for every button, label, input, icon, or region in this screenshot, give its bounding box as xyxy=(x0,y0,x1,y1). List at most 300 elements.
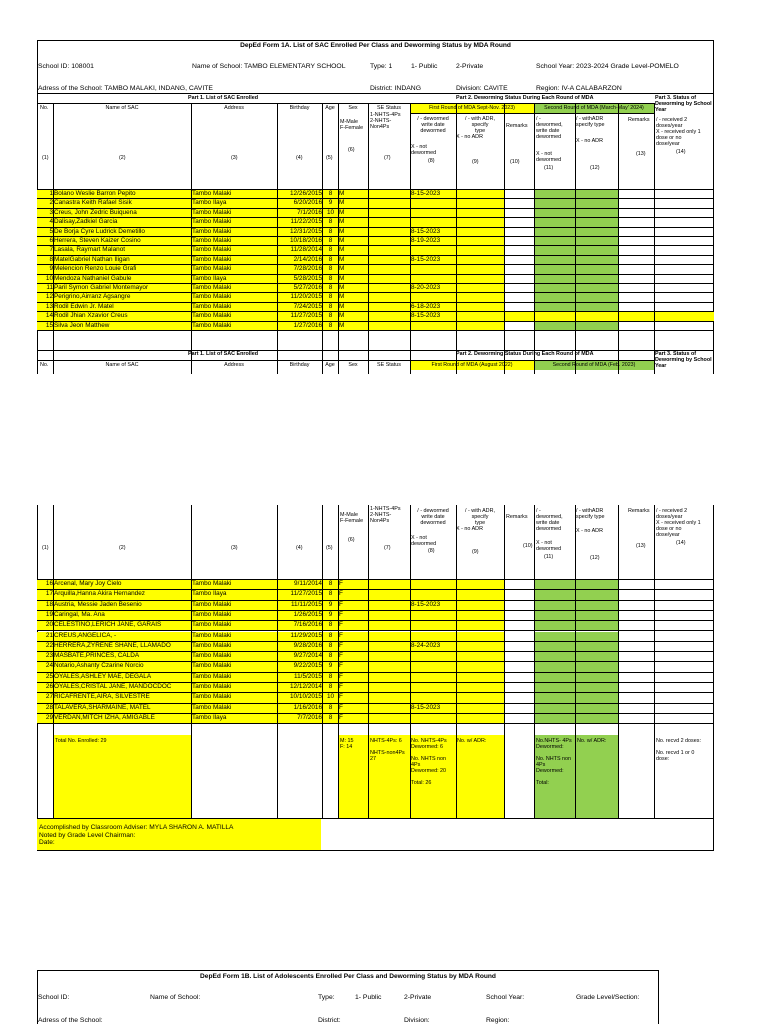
cell-se xyxy=(368,237,410,245)
cell-age: 9 xyxy=(322,601,338,610)
part3-heading: Part 3. Status of Deworming by School Year xyxy=(655,95,712,113)
not-dewormed2-legend-b: X - not dewormed xyxy=(536,540,562,552)
cell-sex: M xyxy=(338,284,368,292)
no-adr2-legend: X - no ADR xyxy=(576,138,603,144)
cell-age: 8 xyxy=(322,237,338,245)
cell-p3 xyxy=(654,621,714,630)
num-11-b: (11) xyxy=(544,554,554,560)
cell-sex: M xyxy=(338,265,368,273)
cell-birthday: 11/11/2015 xyxy=(277,601,322,610)
cell-name: Rodil Jhian Xzavior Creus xyxy=(53,312,191,320)
cell-r1 xyxy=(410,683,456,692)
cell-r1: 8-15-2023 xyxy=(410,601,456,610)
adr2-legend: / - withADR specify type xyxy=(576,116,605,128)
num-5-b: (5) xyxy=(326,545,333,551)
cell-birthday: 11/20/2015 xyxy=(277,293,322,301)
cell-r2rem xyxy=(618,601,654,610)
cell-birthday: 11/27/2015 xyxy=(277,590,322,599)
col-address-repeat: Address xyxy=(224,362,244,368)
cell-birthday: 12/26/2015 xyxy=(277,190,322,198)
remarks-2-b: Remarks xyxy=(628,508,650,514)
cell-r1adr xyxy=(456,284,504,292)
cell-r2rem xyxy=(618,611,654,620)
cell-r1adr xyxy=(456,683,504,692)
cell-birthday: 9/11/2014 xyxy=(277,580,322,589)
school-id: School ID: 108001 xyxy=(38,63,94,70)
cell-p3 xyxy=(654,218,714,226)
cell-no: 17 xyxy=(37,590,53,599)
cell-r1: 8-20-2023 xyxy=(410,284,456,292)
cell-p3 xyxy=(654,312,714,320)
cell-r2 xyxy=(534,312,575,320)
cell-r2rem xyxy=(618,693,654,702)
cell-r2rem xyxy=(618,228,654,236)
cell-se xyxy=(368,228,410,236)
cell-r1 xyxy=(410,611,456,620)
grid-line xyxy=(456,505,457,818)
cell-birthday: 6/20/2016 xyxy=(277,199,322,207)
cell-r1rem xyxy=(504,601,534,610)
adr2-legend-b: / - withADR specify type xyxy=(576,508,605,520)
cell-no: 22 xyxy=(37,642,53,651)
cell-age: 10 xyxy=(322,209,338,217)
cell-r1rem xyxy=(504,312,534,320)
not-dewormed-legend-b: X - not dewormed xyxy=(411,535,437,547)
cell-r1adr xyxy=(456,265,504,273)
cell-r2adr xyxy=(575,621,618,630)
cell-no: 25 xyxy=(37,673,53,682)
cell-r2rem xyxy=(618,714,654,723)
grid-line xyxy=(504,103,505,374)
cell-r1adr xyxy=(456,256,504,264)
cell-r2 xyxy=(534,662,575,671)
form-1b-title: DepEd Form 1B. List of Adolescents Enrolled Per Class and Deworming Status by MDA Round xyxy=(200,973,496,980)
cell-r1rem xyxy=(504,256,534,264)
cell-r2rem xyxy=(618,265,654,273)
cell-sex: M xyxy=(338,275,368,283)
cell-r2adr xyxy=(575,662,618,671)
cell-age: 8 xyxy=(322,228,338,236)
cell-r2adr xyxy=(575,237,618,245)
col-no-repeat: No. xyxy=(40,362,49,368)
cell-r2rem xyxy=(618,312,654,320)
cell-r1adr xyxy=(456,693,504,702)
round2-label-b: Second Round of MDA (Feb. 2023) xyxy=(552,362,636,368)
cell-p3 xyxy=(654,652,714,661)
col-age-repeat: Age xyxy=(325,362,335,368)
cell-r1adr xyxy=(456,312,504,320)
cell-p3 xyxy=(654,673,714,682)
cell-r2 xyxy=(534,218,575,226)
cell-birthday: 10/10/2015 xyxy=(277,693,322,702)
cell-address: Tambo Malaki xyxy=(191,218,277,226)
num-13-b: (13) xyxy=(636,543,646,549)
cell-birthday: 11/22/2015 xyxy=(277,218,322,226)
f1b-region: Region: xyxy=(486,1017,510,1024)
cell-no: 11 xyxy=(37,284,53,292)
cell-address: Tambo Malaki xyxy=(191,683,277,692)
num-10: (10) xyxy=(510,159,520,165)
cell-sex: F xyxy=(338,580,368,589)
cell-age: 8 xyxy=(322,683,338,692)
col-birthday: Birthday xyxy=(289,105,310,111)
cell-r2adr xyxy=(575,683,618,692)
num-11: (11) xyxy=(544,165,554,171)
num-1-b: (1) xyxy=(42,545,49,551)
cell-r2rem xyxy=(618,293,654,301)
cell-r2 xyxy=(534,228,575,236)
cell-se xyxy=(368,275,410,283)
cell-name: Rodil Edwin Jr. Matel xyxy=(53,303,191,311)
cell-se xyxy=(368,673,410,682)
cell-r1 xyxy=(410,218,456,226)
cell-r1rem xyxy=(504,209,534,217)
totals-enrolled-cell xyxy=(53,735,191,818)
cell-r2 xyxy=(534,673,575,682)
cell-se xyxy=(368,199,410,207)
cell-p3 xyxy=(654,322,714,330)
cell-name: TALAVERA,SHARMAINE, MATEL xyxy=(53,704,191,713)
cell-no: 18 xyxy=(37,601,53,610)
grid-line xyxy=(504,505,505,818)
cell-r1: 8-15-2023 xyxy=(410,190,456,198)
cell-r2rem xyxy=(618,704,654,713)
cell-r2rem xyxy=(618,237,654,245)
cell-r2 xyxy=(534,693,575,702)
cell-sex: F xyxy=(338,693,368,702)
cell-r1: 8-24-2023 xyxy=(410,642,456,651)
total-r2-dewormed: No.NHTS- 4Ps Dewormed: No. NHTS non 4Ps Dewormed: Total: xyxy=(536,738,572,786)
f1b-school-year: School Year: xyxy=(486,994,525,1001)
cell-r1rem xyxy=(504,246,534,254)
cell-name: De Borja Cyre Ludrick Demetillo xyxy=(53,228,191,236)
cell-r1rem xyxy=(504,218,534,226)
total-part3: No. recvd 2 doses: No. recvd 1 or 0 dose: xyxy=(656,738,701,762)
cell-r2adr xyxy=(575,293,618,301)
cell-no: 6 xyxy=(37,237,53,245)
cell-r1adr xyxy=(456,601,504,610)
cell-r2rem xyxy=(618,683,654,692)
cell-name: RICAFRENTE,AIRA, SILVESTRE xyxy=(53,693,191,702)
cell-r1adr xyxy=(456,199,504,207)
part1-heading-repeat: Part 1. List of SAC Enrolled xyxy=(188,351,259,357)
cell-r1 xyxy=(410,652,456,661)
cell-r1adr xyxy=(456,714,504,723)
grid-line xyxy=(277,505,278,818)
num-12: (12) xyxy=(590,165,600,171)
cell-birthday: 1/26/2015 xyxy=(277,611,322,620)
cell-p3 xyxy=(654,632,714,641)
cell-r1: 8-15-2023 xyxy=(410,312,456,320)
cell-p3 xyxy=(654,190,714,198)
cell-p3 xyxy=(654,256,714,264)
num-14: (14) xyxy=(676,149,686,155)
cell-se xyxy=(368,209,410,217)
cell-r1 xyxy=(410,275,456,283)
cell-r2adr xyxy=(575,673,618,682)
cell-name: Mendoza Nathaniel Gabule xyxy=(53,275,191,283)
cell-r2 xyxy=(534,611,575,620)
part1-heading: Part 1. List of SAC Enrolled xyxy=(188,95,259,101)
round1-label-b: First Round of MDA (August 2022) xyxy=(431,362,513,368)
cell-r1 xyxy=(410,693,456,702)
cell-r1adr xyxy=(456,632,504,641)
cell-r1: 8-15-2023 xyxy=(410,256,456,264)
cell-r2rem xyxy=(618,642,654,651)
remarks-1: Remarks xyxy=(506,123,528,129)
total-enrolled: Total No. Enrolled: 29 xyxy=(55,738,107,744)
cell-birthday: 7/16/2016 xyxy=(277,621,322,630)
grid-line xyxy=(654,103,655,374)
cell-r2rem xyxy=(618,580,654,589)
grid-line xyxy=(322,103,323,374)
cell-r1: 6-18-2023 xyxy=(410,303,456,311)
cell-address: Tambo Ilaya xyxy=(191,275,277,283)
cell-no: 26 xyxy=(37,683,53,692)
cell-r1rem xyxy=(504,293,534,301)
grid-line xyxy=(575,103,576,374)
cell-r2rem xyxy=(618,284,654,292)
f1b-school-name: Name of School: xyxy=(150,994,201,1001)
total-sex: M: 15 F: 14 xyxy=(340,738,354,750)
cell-no: 13 xyxy=(37,303,53,311)
cell-age: 8 xyxy=(322,218,338,226)
cell-p3 xyxy=(654,228,714,236)
grid-line xyxy=(654,505,655,818)
num-13: (13) xyxy=(636,151,646,157)
cell-age: 8 xyxy=(322,265,338,273)
cell-name: Creus, John Zedric Buiquena xyxy=(53,209,191,217)
cell-address: Tambo Malaki xyxy=(191,673,277,682)
grid-line xyxy=(53,103,54,374)
cell-r1rem xyxy=(504,621,534,630)
cell-birthday: 5/27/2016 xyxy=(277,284,322,292)
col-birthday-repeat: Birthday xyxy=(289,362,310,368)
cell-r1rem xyxy=(504,237,534,245)
cell-se xyxy=(368,284,410,292)
cell-name: Paril Symon Gabriel Montemayor xyxy=(53,284,191,292)
cell-name: OYALES,CRISTAL JANE, MANDOCDOC xyxy=(53,683,191,692)
f1b-public: 1- Public xyxy=(355,994,382,1001)
cell-r2rem xyxy=(618,652,654,661)
cell-r1adr xyxy=(456,190,504,198)
cell-age: 8 xyxy=(322,673,338,682)
cell-r2adr xyxy=(575,199,618,207)
cell-r1: 8-19-2023 xyxy=(410,237,456,245)
cell-r2adr xyxy=(575,284,618,292)
cell-age: 8 xyxy=(322,704,338,713)
cell-birthday: 7/24/2015 xyxy=(277,303,322,311)
grid-line xyxy=(368,103,369,374)
cell-address: Tambo Malaki xyxy=(191,209,277,217)
cell-r1 xyxy=(410,199,456,207)
cell-birthday: 2/14/2016 xyxy=(277,256,322,264)
cell-age: 8 xyxy=(322,580,338,589)
totals-r1adr-cell xyxy=(456,735,504,818)
cell-sex: F xyxy=(338,714,368,723)
cell-r2 xyxy=(534,580,575,589)
cell-age: 8 xyxy=(322,714,338,723)
f1b-address: Adress of the School: xyxy=(38,1017,103,1024)
cell-p3 xyxy=(654,714,714,723)
cell-r2rem xyxy=(618,218,654,226)
cell-sex: M xyxy=(338,218,368,226)
cell-r1adr xyxy=(456,580,504,589)
cell-birthday: 7/7/2016 xyxy=(277,714,322,723)
cell-name: Perigrino,Airranz Agsangre xyxy=(53,293,191,301)
cell-r2rem xyxy=(618,632,654,641)
col-sex-repeat: Sex xyxy=(348,362,358,368)
cell-address: Tambo Malaki xyxy=(191,284,277,292)
se-legend: 1-NHTS-4Ps 2-NHTS- Non4Ps xyxy=(370,112,401,130)
adr-legend: / - with ADR, specify type xyxy=(465,116,495,134)
cell-r1 xyxy=(410,209,456,217)
round2-label: Second Round of MDA (March-May' 2024) xyxy=(544,105,644,111)
cell-p3 xyxy=(654,693,714,702)
cell-p3 xyxy=(654,611,714,620)
num-4: (4) xyxy=(296,155,303,161)
grid-line xyxy=(191,505,192,818)
cell-sex: F xyxy=(338,611,368,620)
cell-sex: M xyxy=(338,199,368,207)
cell-r2rem xyxy=(618,662,654,671)
cell-no: 23 xyxy=(37,652,53,661)
cell-no: 19 xyxy=(37,611,53,620)
cell-r1rem xyxy=(504,322,534,330)
cell-p3 xyxy=(654,704,714,713)
cell-r1rem xyxy=(504,265,534,273)
cell-r2adr xyxy=(575,322,618,330)
total-r1-dewormed: No. NHTS-4Ps Dewormed: 6 No. NHTS non 4Ps Dewormed: 20 Total: 26 xyxy=(411,738,447,786)
cell-r2adr xyxy=(575,652,618,661)
cell-age: 9 xyxy=(322,662,338,671)
cell-p3 xyxy=(654,275,714,283)
cell-sex: M xyxy=(338,228,368,236)
num-2: (2) xyxy=(119,155,126,161)
cell-age: 8 xyxy=(322,632,338,641)
cell-r1adr xyxy=(456,237,504,245)
cell-r1adr xyxy=(456,209,504,217)
cell-r2 xyxy=(534,199,575,207)
cell-address: Tambo Malaki xyxy=(191,322,277,330)
cell-no: 10 xyxy=(37,275,53,283)
cell-r2rem xyxy=(618,303,654,311)
cell-r1adr xyxy=(456,704,504,713)
cell-r2rem xyxy=(618,673,654,682)
cell-birthday: 5/28/2015 xyxy=(277,275,322,283)
col-sex: Sex xyxy=(348,105,358,111)
cell-no: 8 xyxy=(37,256,53,264)
cell-name: Melencion Renzo Louie Grafi xyxy=(53,265,191,273)
cell-r2rem xyxy=(618,209,654,217)
cell-name: Lasala, Raymart Malanot xyxy=(53,246,191,254)
cell-p3 xyxy=(654,662,714,671)
cell-se xyxy=(368,190,410,198)
cell-birthday: 12/12/2014 xyxy=(277,683,322,692)
cell-r2adr xyxy=(575,693,618,702)
cell-age: 8 xyxy=(322,312,338,320)
no-adr-legend-b: X - no ADR xyxy=(456,526,483,532)
form-1a-title: DepEd Form 1A. List of SAC Enrolled Per Class and Deworming Status by MDA Round xyxy=(240,42,511,49)
division: Division: CAVITE xyxy=(456,85,508,92)
cell-r2 xyxy=(534,237,575,245)
num-10-b: (10) xyxy=(523,543,533,549)
footer-signatories: Accomplished by Classroom Adviser: MYLA SHARON A. MATILLA Noted by Grade Level Chairman: Date: xyxy=(39,824,234,846)
cell-r2 xyxy=(534,652,575,661)
cell-age: 8 xyxy=(322,256,338,264)
cell-se xyxy=(368,704,410,713)
cell-sex: M xyxy=(338,322,368,330)
cell-sex: M xyxy=(338,190,368,198)
f1b-grade: Grade Level/Section: xyxy=(576,994,640,1001)
cell-sex: F xyxy=(338,683,368,692)
cell-r1adr xyxy=(456,652,504,661)
cell-birthday: 11/5/2015 xyxy=(277,673,322,682)
cell-r2adr xyxy=(575,642,618,651)
cell-sex: M xyxy=(338,303,368,311)
cell-r1adr xyxy=(456,642,504,651)
cell-name: MatelGabriel Nathan Iligan xyxy=(53,256,191,264)
cell-r1 xyxy=(410,322,456,330)
cell-r1adr xyxy=(456,228,504,236)
grid-line xyxy=(368,505,369,818)
cell-name: Canastra Keith Rafael Sisik xyxy=(53,199,191,207)
cell-r2 xyxy=(534,303,575,311)
not-dewormed2-legend: X - not dewormed xyxy=(536,151,562,163)
cell-address: Tambo Malaki xyxy=(191,228,277,236)
cell-r1rem xyxy=(504,580,534,589)
cell-r1adr xyxy=(456,662,504,671)
grid-line xyxy=(456,103,457,374)
cell-address: Tambo Malaki xyxy=(191,237,277,245)
cell-age: 8 xyxy=(322,275,338,283)
cell-birthday: 7/28/2016 xyxy=(277,265,322,273)
cell-r1rem xyxy=(504,284,534,292)
cell-name: Caringal, Ma. Ana xyxy=(53,611,191,620)
cell-r1 xyxy=(410,590,456,599)
cell-sex: M xyxy=(338,293,368,301)
grid-line xyxy=(575,505,576,818)
no-adr-legend: X - no ADR xyxy=(456,134,483,140)
cell-name: CELESTINO,LERICH JANE, GARAIS xyxy=(53,621,191,630)
cell-r1 xyxy=(410,673,456,682)
cell-r1rem xyxy=(504,590,534,599)
cell-birthday: 11/29/2015 xyxy=(277,632,322,641)
cell-p3 xyxy=(654,237,714,245)
cell-r1adr xyxy=(456,218,504,226)
cell-no: 24 xyxy=(37,662,53,671)
num-5: (5) xyxy=(326,155,333,161)
cell-r1rem xyxy=(504,190,534,198)
cell-name: HERRERA,ZYRENE SHANE, LLAMADO xyxy=(53,642,191,651)
cell-no: 20 xyxy=(37,621,53,630)
cell-p3 xyxy=(654,284,714,292)
cell-name: Arcenal, Mary Joy Cielo xyxy=(53,580,191,589)
cell-name: Arquilla,Hanna Akira Hernandez xyxy=(53,590,191,599)
cell-address: Tambo Malaki xyxy=(191,642,277,651)
cell-se xyxy=(368,601,410,610)
cell-r2adr xyxy=(575,190,618,198)
cell-p3 xyxy=(654,209,714,217)
cell-r2adr xyxy=(575,218,618,226)
cell-r2 xyxy=(534,190,575,198)
num-9-b: (9) xyxy=(472,549,479,555)
cell-r2adr xyxy=(575,228,618,236)
cell-address: Tambo Malaki xyxy=(191,652,277,661)
cell-birthday: 11/28/2014 xyxy=(277,246,322,254)
cell-address: Tambo Malaki xyxy=(191,693,277,702)
col-se-repeat: SE Status xyxy=(377,362,401,368)
